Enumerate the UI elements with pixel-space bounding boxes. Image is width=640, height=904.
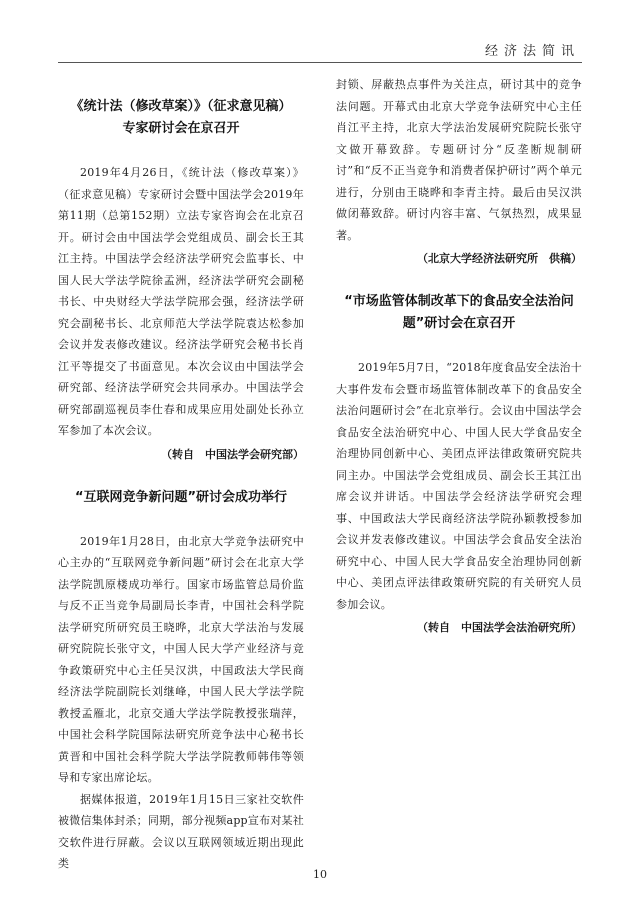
article-3-title-line-1: “市场监管体制改革下的食品安全法治问 [344,294,574,309]
article-2-title: “互联网竞争新问题”研讨会成功举行 [74,489,288,505]
article-1-title-line-2: 专家研讨会在京召开 [122,121,240,136]
right-column [336,74,582,638]
article-3-title-line-2: 题”研讨会在京召开 [402,316,516,331]
article-1-paragraph: 2019年4月26日，《统计法（修改草案）》（征求意见稿）专家研讨会暨中国法学会2019年第11期（总第152期）立法专家咨询会在北京召开。研讨会由中国法学会党组成员、副会长王其江主持。中国法学会经济法学研究会监事长、中国人民大学法学院徐孟洲，经济法学研究会副秘书长、中央财经大学法学院邢会强，经济法学研究会副秘书长、北京师范大学法学院袁达松参加会议并发表修改建议。经济法学研究会秘书长肖江平等提交了书面意见。本次会议由中国法学会研究部、经济法学研究会共同承办。中国法学会研究部副巡视员李仕春和成果应用处副处长孙立军参加了本次会议。 [58,166,304,437]
article-2-paragraph-2-continued: 封锁、屏蔽热点事件为关注点，研讨其中的竞争法问题。开幕式由北京大学竞争法研究中心主任肖江平主持，北京大学法治发展研究院院长张守文做开幕致辞。专题研讨分“反垄断规制研讨”和“反不正当竞争和消费者保护研讨”两个单元进行，分别由王晓晔和李青主持。最后由吴汉洪做闭幕致辞。研讨内容丰富、气氛热烈，成果显著。 [336,78,582,242]
page-number: 10 [313,868,327,881]
article-3-source: （转自 中国法学会法治研究所） [417,621,582,634]
left-column [58,74,304,875]
article-1-title-line-1: 《统计法（修改草案）》（征求意见稿） [70,99,292,114]
article-2-paragraph-2-start: 据媒体报道，2019年1月15日三家社交软件被微信集体封杀；同期，部分视频app宣布对某社交软件进行屏蔽。会议以互联网领域近期出现此类 [58,792,304,870]
journal-title: 经济法简讯 [484,44,580,59]
article-1-source: （转自 中国法学会研究部） [161,447,304,461]
article-3-paragraph: 2019年5月7日，“2018年度食品安全法治十大事件发布会暨市场监管体制改革下的食品安全法治问题研讨会”在北京举行。会议由中国法学会食品安全法治研究中心、中国人民大学食品安全治理协同创新中心、美团点评法律政策研究院共同主办。中国法学会党组成员、副会长王其江出席会议并讲话。中国法学会经济法学研究会理事、中国政法大学民商经济法学院孙颖教授参加会议并发表修改建议。中国法学会食品安全法治研究中心、中国人民大学食品安全治理协同创新中心、美团点评法律政策研究院的有关研究人员参加会议。 [336,361,582,611]
header-divider [58,62,582,63]
article-2-paragraph-1: 2019年1月28日，由北京大学竞争法研究中心主办的“互联网竞争新问题”研讨会在北京大学法学院凯原楼成功举行。国家市场监管总局价监与反不正当竞争局副局长李青，中国社会科学院法学研究所研究员王晓晔，北京大学法治与发展研究院院长张守文，中国人民大学产业经济与竞争政策研究中心主任吴汉洪，中国政法大学民商经济法学院副院长刘继峰，中国人民大学法学院教授孟雁北，北京交通大学法学院教授张瑞萍，中国社会科学院国际法研究所竞争法中心秘书长黄晋和中国社会科学院大学法学院教师韩伟等领导和专家出席论坛。 [58,534,304,784]
article-2-source: （北京大学经济法研究所 供稿） [417,252,582,265]
